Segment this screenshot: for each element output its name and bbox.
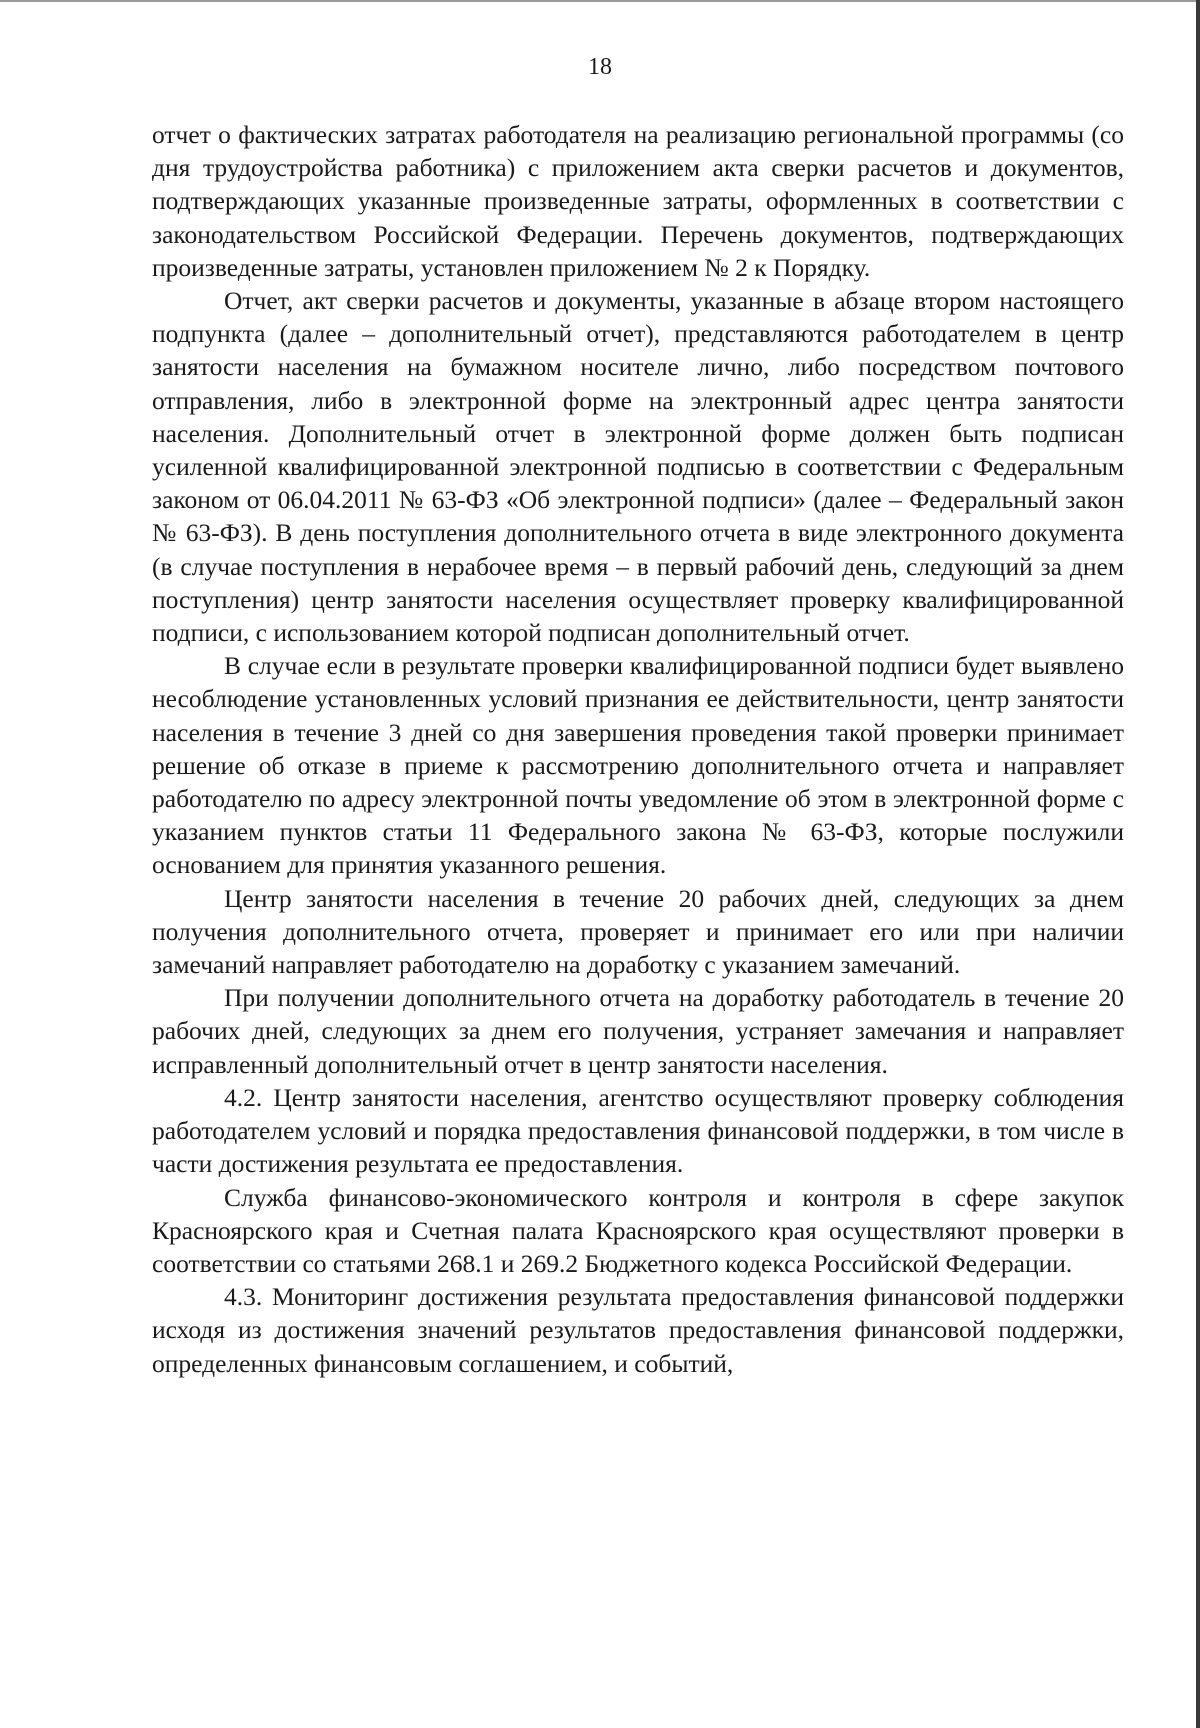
paragraph-report-submission: Отчет, акт сверки расчетов и документы, указанные в абзаце втором настоящего подпункта (далее – дополнительный отчет), представляются работодателем в центр занятости населения на бумажном носителе лично, либо посредством почтового отправления, либо в электронной форме на электронный адрес центра занятости населения. Дополнительный отчет в электронной форме должен быть подписан усиленной квалифицированной электронной подписью в соответствии с Федеральным законом от 06.04.2011 № 63-ФЗ «Об электронной подписи» (далее – Федеральный закон № 63-ФЗ). В день поступления дополнительного отчета в виде электронного документа (в случае поступления в нерабочее время – в первый рабочий день, следующий за днем поступления) центр занятости населения осуществляет проверку квалифицированной подписи, с использованием которой подписан дополнительный отчет. xyxy=(152,286,1124,648)
paragraph-continuation: отчет о фактических затратах работодателя на реализацию региональной программы (со дня трудоустройства работника) с приложением акта сверки расчетов и документов, подтверждающих указанные произведенные затраты, оформленных в соответствии с законодательством Российской Федерации. Перечень документов, подтверждающих произведенные затраты, установлен приложением № 2 к Порядку. xyxy=(152,120,1124,282)
paragraph-report-revision: При получении дополнительного отчета на доработку работодатель в течение 20 рабочих дней, следующих за днем его получения, устраняет замечания и направляет исправленный дополнительный отчет в центр занятости населения. xyxy=(152,983,1124,1079)
page-number: 18 xyxy=(588,54,612,80)
paragraph-control-service: Служба финансово-экономического контроля и контроля в сфере закупок Красноярского края и Счетная палата Красноярского края осуществляют проверки в соответствии со статьями 268.1 и 269.2 Бюджетного кодекса Российской Федерации. xyxy=(152,1182,1124,1278)
paragraph-4-3: 4.3. Мониторинг достижения результата предоставления финансовой поддержки исходя из достижения значений результатов предоставления финансовой поддержки, определенных финансовым соглашением, и событий, xyxy=(152,1282,1124,1378)
scan-edge-right xyxy=(1196,0,1200,1728)
paragraph-report-review: Центр занятости населения в течение 20 рабочих дней, следующих за днем получения дополнительного отчета, проверяет и принимает его или при наличии замечаний направляет работодателю на доработку с указанием замечаний. xyxy=(152,883,1124,980)
paragraph-4-2: 4.2. Центр занятости населения, агентство осуществляют проверку соблюдения работодателем условий и порядка предоставления финансовой поддержки, в том числе в части достижения результата ее предоставления. xyxy=(152,1082,1124,1179)
document-body xyxy=(152,118,1124,1380)
paragraph-signature-check: В случае если в результате проверки квалифицированной подписи будет выявлено несоблюдение установленных условий признания ее действительности, центр занятости населения в течение 3 дней со дня завершения проведения такой проверки принимает решение об отказе в приеме к рассмотрению дополнительного отчета и направляет работодателю по адресу электронной почты уведомление об этом в электронной форме с указанием пунктов статьи 11 Федерального закона № 63-ФЗ, которые послужили основанием для принятия указанного решения. xyxy=(152,651,1124,880)
scan-edge-top xyxy=(0,0,1200,2)
